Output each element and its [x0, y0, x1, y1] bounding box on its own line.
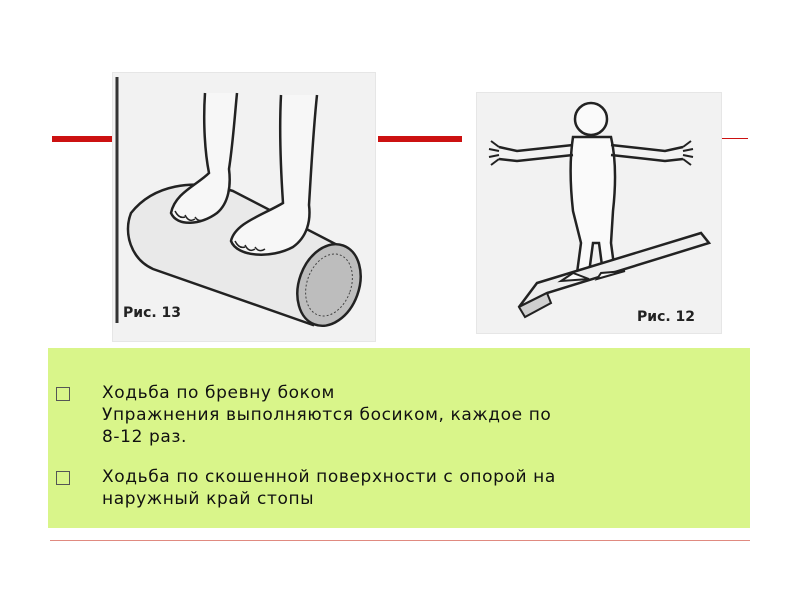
- bottom-divider: [50, 540, 750, 541]
- bullet-1-line-2: Упражнения выполняются босиком, каждое по: [102, 405, 552, 425]
- bullet-1-line-1: Ходьба по бревну боком: [102, 383, 335, 403]
- square-bullet-icon: [56, 471, 70, 485]
- figure-13-caption: Рис. 13: [123, 305, 182, 321]
- bullet-1-line-3: 8-12 раз.: [102, 427, 188, 447]
- red-rule-left: [52, 136, 112, 142]
- bullet-text-2: [102, 466, 556, 510]
- bullet-item-2: [56, 466, 556, 510]
- person-on-board-illustration: [477, 93, 721, 333]
- figure-13: [112, 72, 376, 342]
- bullet-item-1: [56, 382, 551, 448]
- red-rule-right: [720, 138, 748, 139]
- red-rule-middle: [378, 136, 462, 142]
- figure-12: [476, 92, 722, 334]
- feet-on-log-illustration: [113, 73, 375, 341]
- text-panel: [48, 348, 750, 528]
- square-bullet-icon: [56, 387, 70, 401]
- figure-12-caption: Рис. 12: [637, 309, 696, 325]
- bullet-2-line-1: Ходьба по скошенной поверхности с опорой на: [102, 467, 556, 487]
- bullet-2-line-2: наружный край стопы: [102, 489, 315, 509]
- bullet-text-1: [102, 382, 551, 448]
